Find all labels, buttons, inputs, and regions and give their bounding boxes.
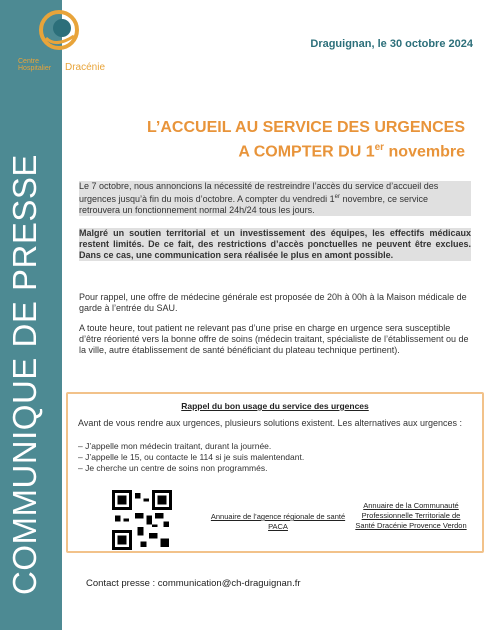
logo-line2: Hospitalier [18, 65, 52, 72]
title-line2-prefix: A COMPTER DU 1 [238, 143, 375, 161]
paragraph-reopening [79, 181, 471, 216]
list-item: – Je cherche un centre de soins non programmés. [78, 463, 304, 474]
title-line2-suffix: novembre [384, 143, 465, 161]
page-title [147, 118, 465, 162]
paragraph-restrictions: Malgré un soutien territorial et un investissement des équipes, les effectifs médicaux restent limités. De ce fait, des restrictions d’accès ponctuelles ne peuvent être exclues. Dans ce cas, une communication sera réalisée le plus en amont possible. [79, 228, 471, 260]
reminder-box [66, 392, 484, 553]
qr-code-icon[interactable] [112, 490, 172, 550]
reminder-intro: Avant de vous rendre aux urgences, plusieurs solutions existent. Les alternatives aux urgences : [78, 418, 463, 428]
press-release-label: COMMUNIQUE DE PRESSE [6, 154, 43, 595]
press-date: Draguignan, le 30 octobre 2024 [310, 38, 473, 50]
logo-name: Dracénie [65, 62, 106, 73]
logo-line1: Centre [18, 58, 40, 65]
press-contact[interactable]: Contact presse : communication@ch-draguignan.fr [86, 578, 301, 589]
reminder-title: Rappel du bon usage du service des urgences [181, 401, 369, 411]
p1-part-a: Le 7 octobre, nous annoncions la nécessité de restreindre l’accès du service d’accueil des urgences jusqu’à fin du mois d’octobre. A compter du vendredi 1 [79, 181, 439, 204]
sidebar-band [0, 0, 62, 630]
ars-paca-link[interactable]: Annuaire de l’agence régionale de santé PACA [210, 512, 346, 531]
title-line2-sup: er [374, 142, 385, 153]
hospital-logo [14, 6, 124, 76]
title-line2 [147, 138, 465, 162]
list-item: – J’appelle le 15, ou contacte le 114 si je suis malentendant. [78, 452, 304, 463]
logo-subtitle [18, 58, 51, 72]
list-item: – J’appelle mon médecin traitant, durant la journée. [78, 441, 304, 452]
logo-mark-icon [36, 8, 82, 52]
cpts-link[interactable]: Annuaire de la Communauté Professionnelle Territoriale de Santé Dracénie Provence Verdon [355, 501, 467, 530]
paragraph-reorientation: A toute heure, tout patient ne relevant pas d’une prise en charge en urgence sera susceptible d’être réorienté vers la bonne offre de soins (médecin traitant, spécialiste de l’établissement ou de la ville, autre établissement de santé bénéficiant du plateau technique pertinent). [79, 323, 469, 355]
paragraph-medical-care: Pour rappel, une offre de médecine générale est proposée de 20h à 00h à la Maison médicale de garde à l’entrée du SAU. [79, 292, 467, 313]
title-line1: L’ACCUEIL AU SERVICE DES URGENCES [147, 119, 465, 136]
alternatives-list [78, 441, 304, 474]
p1-sup: er [334, 194, 340, 200]
p1-part-b: novembre, ce service retrouvera un fonctionnement normal 24h/24 tous les jours. [79, 194, 429, 215]
